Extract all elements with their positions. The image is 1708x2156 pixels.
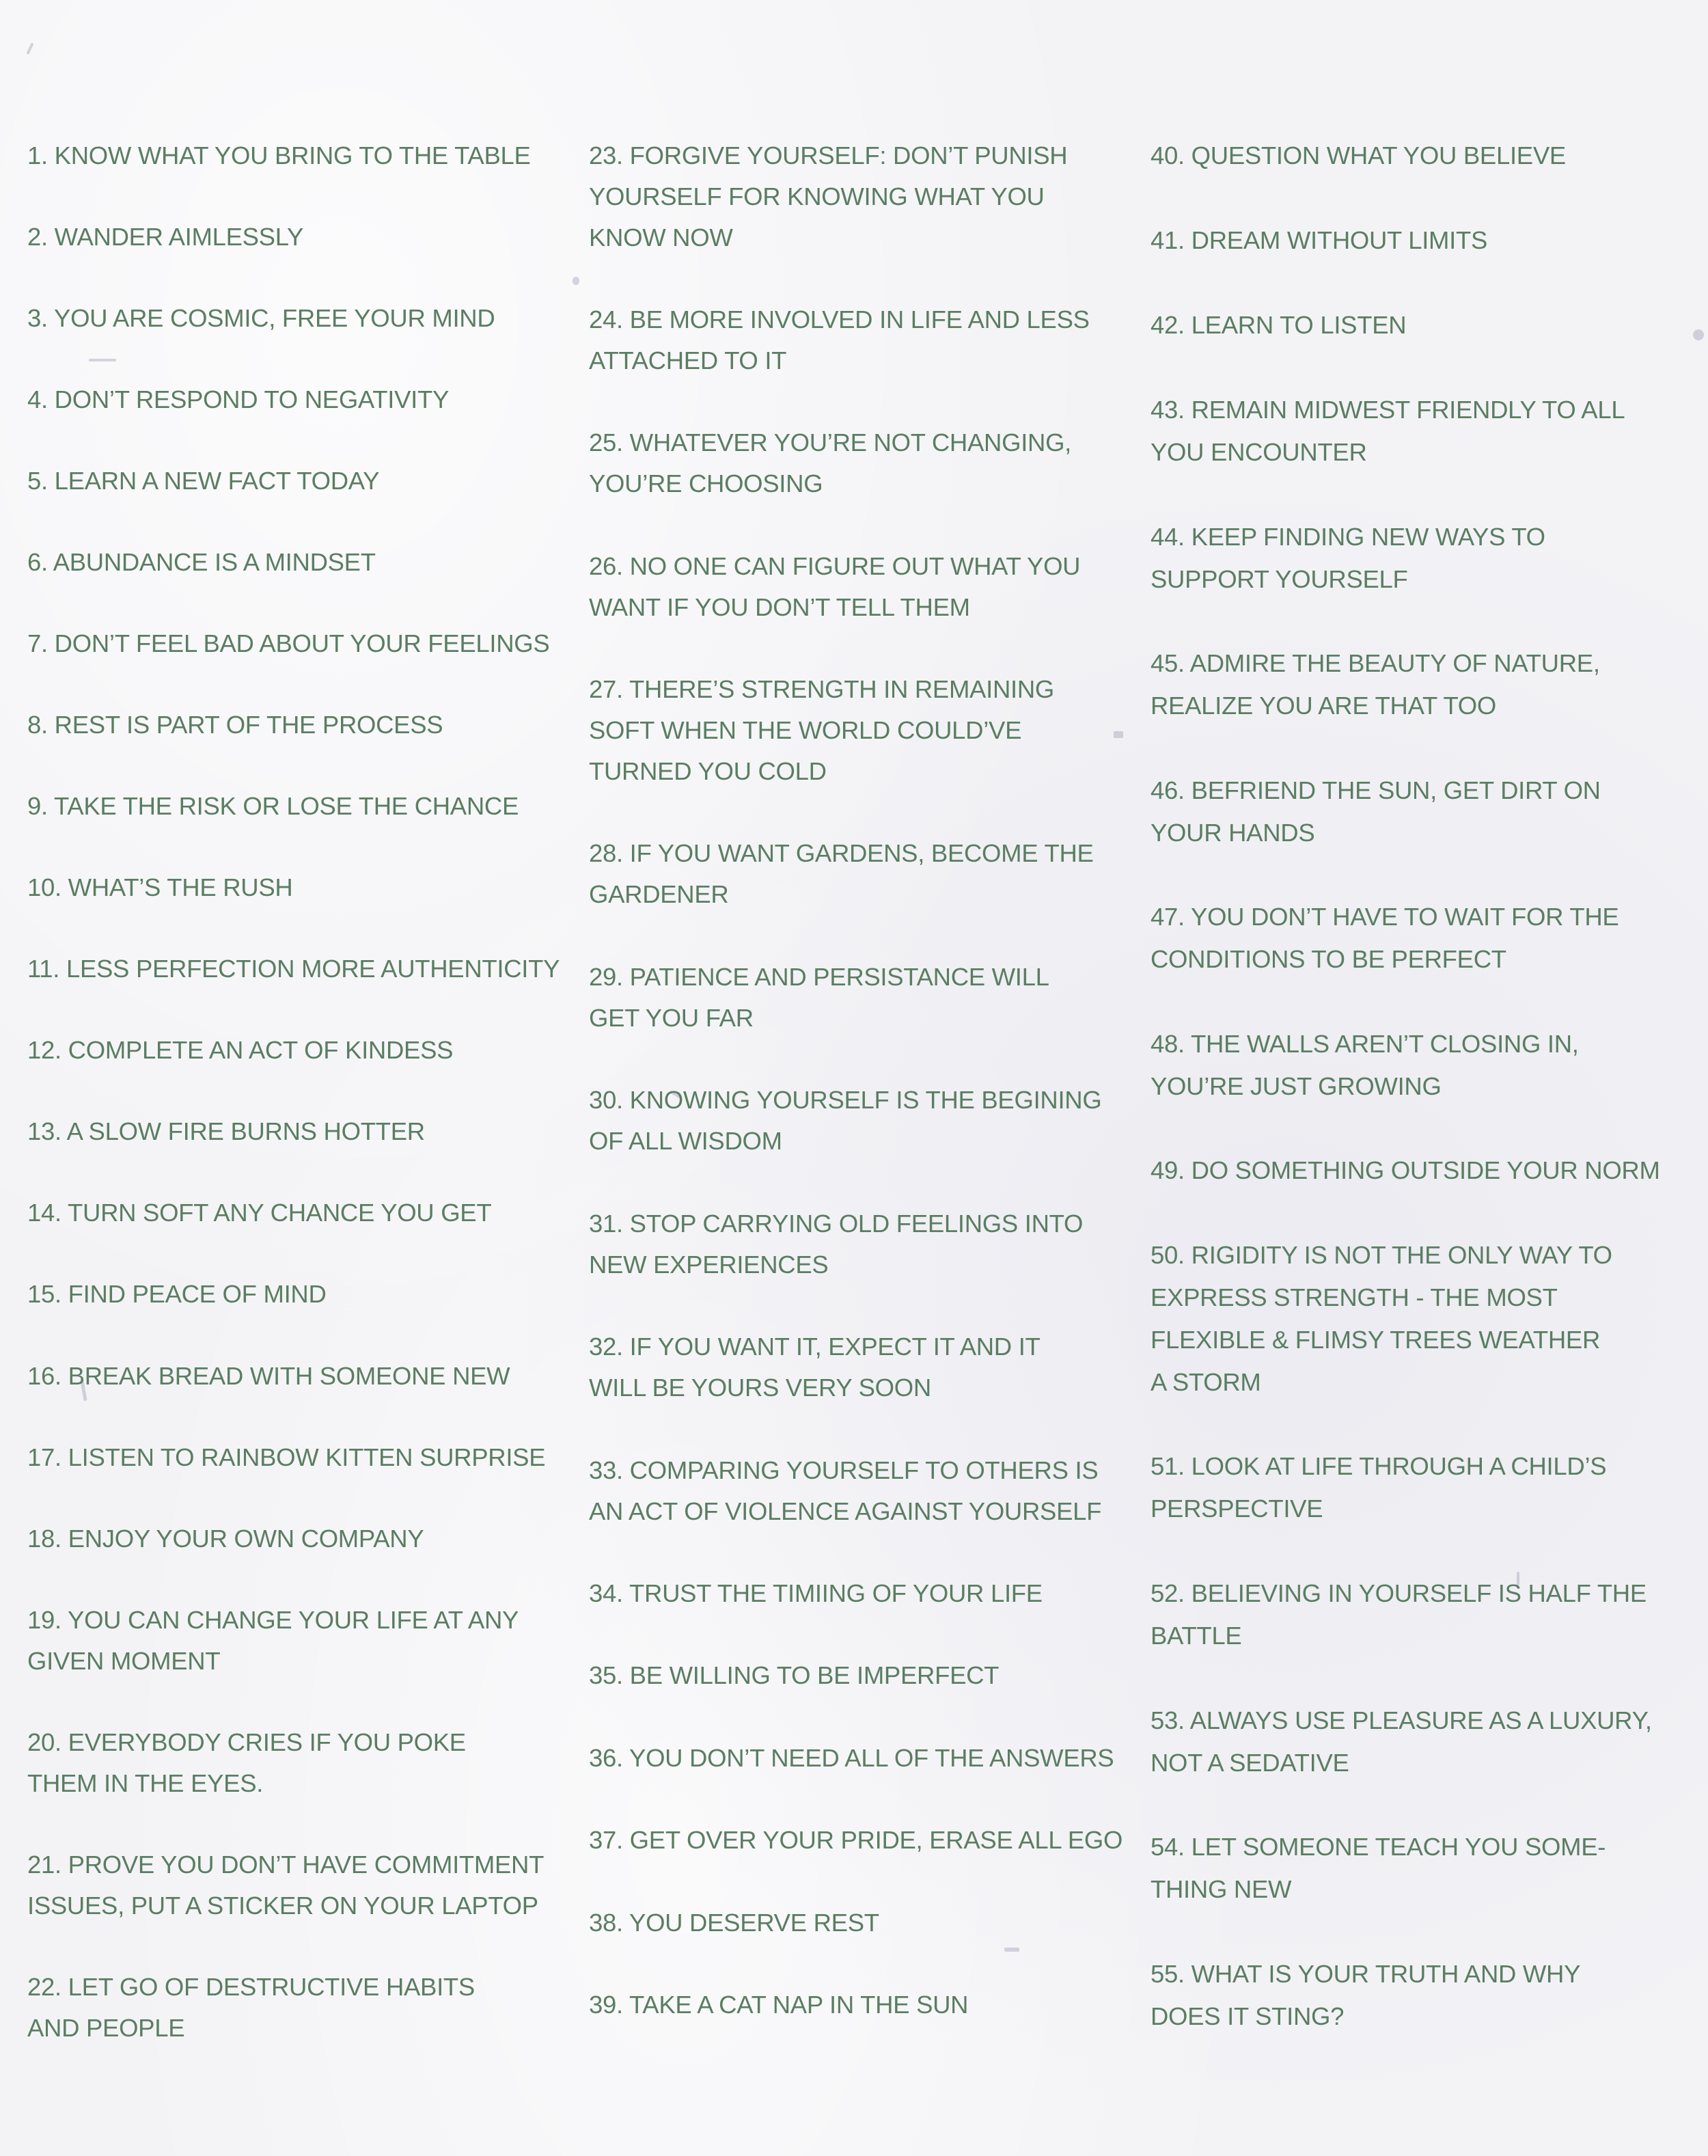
affirmation-item: 55. WHAT IS YOUR TRUTH AND WHY DOES IT STING? — [1151, 1960, 1581, 2030]
affirmation-item: 44. KEEP FINDING NEW WAYS TO SUPPORT YOURSELF — [1151, 523, 1545, 593]
affirmation-item: 48. THE WALLS AREN’T CLOSING IN, YOU’RE JUST GROWING — [1151, 1030, 1579, 1100]
affirmation-item: 38. YOU DESERVE REST — [589, 1909, 879, 1937]
affirmation-item: 2. WANDER AIMLESSLY — [27, 223, 304, 251]
affirmation-item: 33. COMPARING YOURSELF TO OTHERS IS AN ACT OF VIOLENCE AGAINST YOURSELF — [589, 1456, 1102, 1525]
affirmation-item: 15. FIND PEACE OF MIND — [27, 1280, 327, 1308]
affirmation-item: 8. REST IS PART OF THE PROCESS — [27, 711, 443, 739]
affirmation-item: 36. YOU DON’T NEED ALL OF THE ANSWERS — [589, 1744, 1114, 1772]
affirmation-item: 53. ALWAYS USE PLEASURE AS A LUXURY, NOT A SEDATIVE — [1151, 1706, 1652, 1777]
affirmation-item: 31. STOP CARRYING OLD FEELINGS INTO NEW EXPERIENCES — [589, 1210, 1084, 1279]
affirmation-item: 54. LET SOMEONE TEACH YOU SOME- THING NEW — [1151, 1833, 1606, 1903]
affirmation-item: 14. TURN SOFT ANY CHANCE YOU GET — [27, 1199, 492, 1227]
affirmation-item: 11. LESS PERFECTION MORE AUTHENTICITY — [27, 955, 560, 983]
affirmation-item: 9. TAKE THE RISK OR LOSE THE CHANCE — [27, 792, 519, 820]
paper-fleck — [1693, 329, 1704, 340]
paper-fleck — [1114, 731, 1123, 738]
paper-fleck — [26, 42, 33, 55]
affirmation-item: 7. DON’T FEEL BAD ABOUT YOUR FEELINGS — [27, 629, 550, 657]
affirmation-item: 52. BELIEVING IN YOURSELF IS HALF THE BATTLE — [1151, 1579, 1647, 1650]
affirmation-item: 12. COMPLETE AN ACT OF KINDESS — [27, 1036, 454, 1064]
affirmation-item: 6. ABUNDANCE IS A MINDSET — [27, 548, 376, 576]
affirmation-item: 19. YOU CAN CHANGE YOUR LIFE AT ANY GIVEN MOMENT — [27, 1606, 519, 1675]
affirmation-item: 37. GET OVER YOUR PRIDE, ERASE ALL EGO — [589, 1826, 1123, 1854]
paper-fleck — [573, 277, 579, 285]
affirmation-item: 50. RIGIDITY IS NOT THE ONLY WAY TO EXPRESS STRENGTH - THE MOST FLEXIBLE & FLIMSY TREES WEATHER A STORM — [1151, 1241, 1612, 1396]
affirmation-item: 42. LEARN TO LISTEN — [1151, 311, 1407, 339]
affirmation-item: 39. TAKE A CAT NAP IN THE SUN — [589, 1991, 969, 2019]
affirmation-item: 32. IF YOU WANT IT, EXPECT IT AND IT WILL BE YOURS VERY SOON — [589, 1333, 1041, 1402]
affirmation-item: 1. KNOW WHAT YOU BRING TO THE TABLE — [27, 141, 531, 169]
affirmation-item: 17. LISTEN TO RAINBOW KITTEN SURPRISE — [27, 1443, 546, 1471]
affirmation-item: 20. EVERYBODY CRIES IF YOU POKE THEM IN THE EYES. — [27, 1728, 466, 1797]
affirmation-item: 16. BREAK BREAD WITH SOMEONE NEW — [27, 1362, 510, 1390]
affirmation-item: 35. BE WILLING TO BE IMPERFECT — [589, 1661, 1000, 1689]
affirmation-item: 21. PROVE YOU DON’T HAVE COMMITMENT ISSUES, PUT A STICKER ON YOUR LAPTOP — [27, 1851, 545, 1920]
affirmation-item: 4. DON’T RESPOND TO NEGATIVITY — [27, 385, 450, 413]
affirmation-item: 34. TRUST THE TIMIING OF YOUR LIFE — [589, 1579, 1043, 1607]
affirmation-item: 3. YOU ARE COSMIC, FREE YOUR MIND — [27, 304, 495, 332]
affirmation-item: 46. BEFRIEND THE SUN, GET DIRT ON YOUR HANDS — [1151, 776, 1601, 847]
paper-fleck — [89, 359, 116, 361]
affirmation-item: 18. ENJOY YOUR OWN COMPANY — [27, 1525, 424, 1553]
affirmation-item: 43. REMAIN MIDWEST FRIENDLY TO ALL YOU ENCOUNTER — [1151, 396, 1625, 466]
affirmation-item: 24. BE MORE INVOLVED IN LIFE AND LESS ATTACHED TO IT — [589, 305, 1090, 374]
affirmation-item: 40. QUESTION WHAT YOU BELIEVE — [1151, 141, 1566, 169]
affirmation-item: 25. WHATEVER YOU’RE NOT CHANGING, YOU’RE CHOOSING — [589, 428, 1072, 497]
affirmation-item: 13. A SLOW FIRE BURNS HOTTER — [27, 1117, 425, 1145]
affirmation-item: 27. THERE’S STRENGTH IN REMAINING SOFT WHEN THE WORLD COULD’VE TURNED YOU COLD — [589, 675, 1054, 785]
affirmation-item: 23. FORGIVE YOURSELF: DON’T PUNISH YOURSELF FOR KNOWING WHAT YOU KNOW NOW — [589, 141, 1068, 251]
affirmation-item: 51. LOOK AT LIFE THROUGH A CHILD’S PERSPECTIVE — [1151, 1452, 1607, 1523]
affirmation-item: 30. KNOWING YOURSELF IS THE BEGINING OF ALL WISDOM — [589, 1086, 1102, 1155]
affirmation-item: 47. YOU DON’T HAVE TO WAIT FOR THE CONDITIONS TO BE PERFECT — [1151, 903, 1619, 973]
affirmation-item: 28. IF YOU WANT GARDENS, BECOME THE GARDENER — [589, 839, 1094, 908]
affirmation-item: 10. WHAT’S THE RUSH — [27, 873, 293, 901]
paper-fleck — [1004, 1948, 1019, 1952]
affirmation-item: 26. NO ONE CAN FIGURE OUT WHAT YOU WANT IF YOU DON’T TELL THEM — [589, 552, 1081, 621]
affirmation-item: 22. LET GO OF DESTRUCTIVE HABITS AND PEOPLE — [27, 1973, 475, 2042]
affirmation-item: 5. LEARN A NEW FACT TODAY — [27, 467, 380, 495]
affirmation-item: 45. ADMIRE THE BEAUTY OF NATURE, REALIZE YOU ARE THAT TOO — [1151, 649, 1600, 720]
affirmation-item: 49. DO SOMETHING OUTSIDE YOUR NORM — [1151, 1156, 1660, 1184]
affirmation-item: 29. PATIENCE AND PERSISTANCE WILL GET YOU FAR — [589, 963, 1049, 1032]
affirmation-item: 41. DREAM WITHOUT LIMITS — [1151, 226, 1488, 254]
